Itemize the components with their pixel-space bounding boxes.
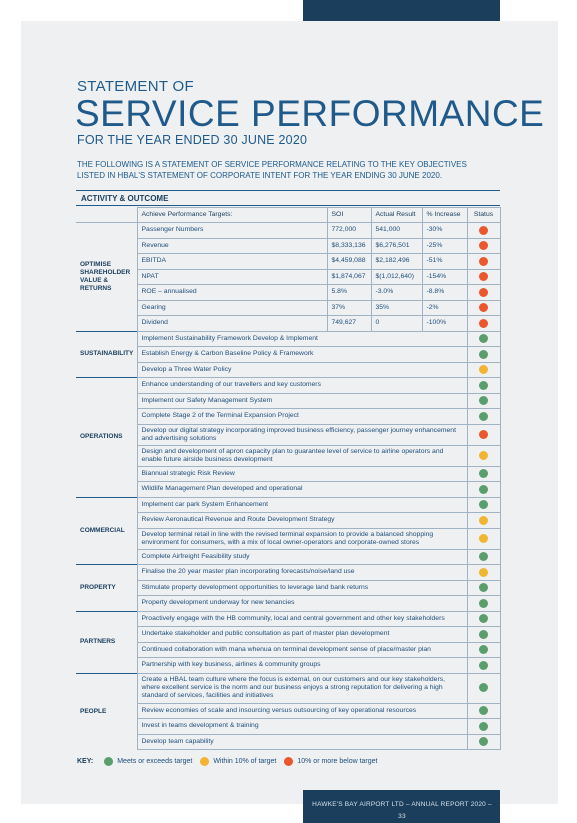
cell-increase: -100% — [422, 316, 467, 332]
cell-target: ROE – annualised — [137, 285, 327, 301]
cell-target: Revenue — [137, 238, 327, 254]
status-cell — [467, 362, 500, 378]
status-cell — [467, 549, 500, 565]
cell-target: Property development underway for new tenancies — [137, 596, 467, 612]
cell-increase: -154% — [422, 269, 467, 285]
cell-actual: 0 — [371, 316, 422, 332]
table-row — [76, 409, 500, 425]
status-key — [77, 757, 378, 766]
table-row — [76, 482, 500, 498]
status-cell — [467, 719, 500, 735]
status-cell — [467, 393, 500, 409]
status-cell — [467, 734, 500, 750]
group-operations: OPERATIONS — [76, 378, 137, 498]
status-cell — [467, 254, 500, 270]
footer-text: HAWKE'S BAY AIRPORT LTD – ANNUAL REPORT 2020 – 33 — [312, 801, 492, 820]
status-cell — [467, 424, 500, 445]
cell-target: Design and development of apron capacity plan to guarantee level of service to airline operators and enable future airside business development — [137, 445, 467, 466]
red-dot-icon — [284, 757, 293, 766]
status-cell — [467, 580, 500, 596]
status-cell — [467, 627, 500, 643]
group-people: PEOPLE — [76, 673, 137, 750]
cell-soi: 772,000 — [327, 223, 371, 239]
table-row — [76, 362, 500, 378]
cell-increase: -30% — [422, 223, 467, 239]
key-red-text: 10% or more below target — [297, 758, 378, 765]
status-cell — [467, 513, 500, 529]
status-dot-icon — [479, 365, 488, 374]
status-dot-icon — [479, 469, 488, 478]
table-row — [76, 238, 500, 254]
status-dot-icon — [479, 568, 488, 577]
status-dot-icon — [479, 645, 488, 654]
cell-target: Develop a Three Water Policy — [137, 362, 467, 378]
yellow-dot-icon — [200, 757, 209, 766]
table-row — [76, 627, 500, 643]
status-dot-icon — [479, 350, 488, 359]
status-dot-icon — [479, 412, 488, 421]
status-cell — [467, 445, 500, 466]
cell-soi: 5.8% — [327, 285, 371, 301]
group-commercial: COMMERCIAL — [76, 497, 137, 565]
table-row — [76, 223, 500, 239]
cell-actual: $2,182,496 — [371, 254, 422, 270]
cell-increase: -2% — [422, 300, 467, 316]
table-row — [76, 378, 500, 394]
cell-target: Enhance understanding of our travellers and key customers — [137, 378, 467, 394]
status-dot-icon — [479, 683, 488, 692]
page-title: SERVICE PERFORMANCE — [75, 93, 545, 134]
col-soi: SOI — [327, 208, 371, 223]
status-cell — [467, 466, 500, 482]
status-dot-icon — [479, 534, 488, 543]
table-row — [76, 549, 500, 565]
cell-target: Review Aeronautical Revenue and Route Development Strategy — [137, 513, 467, 529]
table-row — [76, 424, 500, 445]
table-row — [76, 734, 500, 750]
status-dot-icon — [479, 226, 488, 235]
status-dot-icon — [479, 396, 488, 405]
key-green-text: Meets or exceeds target — [117, 758, 193, 765]
cell-actual: $6,276,501 — [371, 238, 422, 254]
table-header-row — [76, 208, 500, 223]
status-cell — [467, 482, 500, 498]
status-cell — [467, 285, 500, 301]
table-row — [76, 466, 500, 482]
cell-target: Complete Airfreight Feasibility study — [137, 549, 467, 565]
status-cell — [467, 378, 500, 394]
title-subline: FOR THE YEAR ENDED 30 JUNE 2020 — [77, 133, 308, 147]
cell-soi: $1,874,067 — [327, 269, 371, 285]
table-row — [76, 513, 500, 529]
status-dot-icon — [479, 288, 488, 297]
green-dot-icon — [104, 757, 113, 766]
table-row — [76, 658, 500, 674]
status-dot-icon — [479, 485, 488, 494]
col-actual: Actual Result — [371, 208, 422, 223]
cell-target: Create a HBAL team culture where the focus is external, on our customers and our key stakeholders, where excellent service is the norm and our business enjoys a strong reputation for delivering a high standard of services, facilities and initiatives — [137, 673, 467, 703]
table-row — [76, 642, 500, 658]
group-sustainability: SUSTAINABILITY — [76, 331, 137, 378]
status-cell — [467, 409, 500, 425]
status-dot-icon — [479, 630, 488, 639]
intro-text: THE FOLLOWING IS A STATEMENT OF SERVICE PERFORMANCE RELATING TO THE KEY OBJECTIVES LISTED IN HBAL'S STATEMENT OF CORPORATE INTENT FOR THE YEAR ENDING 30 JUNE 2020. — [77, 160, 467, 180]
cell-target: Gearing — [137, 300, 327, 316]
cell-actual: -3.0% — [371, 285, 422, 301]
status-dot-icon — [479, 706, 488, 715]
status-dot-icon — [479, 599, 488, 608]
status-dot-icon — [479, 241, 488, 250]
status-cell — [467, 703, 500, 719]
cell-target: EBITDA — [137, 254, 327, 270]
status-dot-icon — [479, 722, 488, 731]
cell-target: Implement our Safety Management System — [137, 393, 467, 409]
cell-actual: $(1,012,640) — [371, 269, 422, 285]
status-dot-icon — [479, 451, 488, 460]
cell-target: Invest in teams development & training — [137, 719, 467, 735]
status-dot-icon — [479, 430, 488, 439]
table-row — [76, 673, 500, 703]
table-row — [76, 580, 500, 596]
status-cell — [467, 238, 500, 254]
table-row — [76, 596, 500, 612]
group-partners: PARTNERS — [76, 611, 137, 673]
group-property: PROPERTY — [76, 565, 137, 612]
section-header — [76, 190, 500, 206]
cell-soi: 37% — [327, 300, 371, 316]
table-row — [76, 528, 500, 549]
status-dot-icon — [479, 500, 488, 509]
status-cell — [467, 497, 500, 513]
cell-target: Partnership with key business, airlines & community groups — [137, 658, 467, 674]
table-row — [76, 497, 500, 513]
cell-target: NPAT — [137, 269, 327, 285]
group-optimise: OPTIMISE SHAREHOLDER VALUE & RETURNS — [76, 223, 137, 332]
cell-increase: -8.8% — [422, 285, 467, 301]
col-target: Achieve Performance Targets: — [137, 208, 327, 223]
table-row — [76, 611, 500, 627]
cell-target: Develop our digital strategy incorporating improved business efficiency, passenger journey enhancement and advertising solutions — [137, 424, 467, 445]
col-increase: % Increase — [422, 208, 467, 223]
cell-target: Continued collaboration with mana whenua on terminal development sense of place/master plan — [137, 642, 467, 658]
table-row — [76, 331, 500, 347]
table-row — [76, 285, 500, 301]
status-cell — [467, 642, 500, 658]
table-row — [76, 316, 500, 332]
status-dot-icon — [479, 552, 488, 561]
table-row — [76, 565, 500, 581]
cell-target: Dividend — [137, 316, 327, 332]
status-cell — [467, 611, 500, 627]
status-cell — [467, 223, 500, 239]
cell-target: Review economies of scale and insourcing versus outsourcing of key operational resources — [137, 703, 467, 719]
cell-target: Undertake stakeholder and public consultation as part of master plan development — [137, 627, 467, 643]
cell-target: Complete Stage 2 of the Terminal Expansion Project — [137, 409, 467, 425]
status-dot-icon — [479, 303, 488, 312]
status-dot-icon — [479, 334, 488, 343]
cell-increase: -25% — [422, 238, 467, 254]
status-cell — [467, 528, 500, 549]
status-cell — [467, 658, 500, 674]
cell-actual: 541,000 — [371, 223, 422, 239]
cell-increase: -51% — [422, 254, 467, 270]
cell-target: Finalise the 20 year master plan incorporating forecasts/noise/land use — [137, 565, 467, 581]
status-cell — [467, 596, 500, 612]
cell-target: Passenger Numbers — [137, 223, 327, 239]
status-cell — [467, 565, 500, 581]
status-dot-icon — [479, 614, 488, 623]
table-row — [76, 269, 500, 285]
cell-actual: 35% — [371, 300, 422, 316]
status-dot-icon — [479, 319, 488, 328]
status-cell — [467, 673, 500, 703]
table-row — [76, 393, 500, 409]
status-cell — [467, 316, 500, 332]
cell-target: Proactively engage with the HB community, local and central government and other key stakeholders — [137, 611, 467, 627]
title-line-1: STATEMENT OF — [77, 78, 194, 95]
status-dot-icon — [479, 661, 488, 670]
status-cell — [467, 347, 500, 363]
cell-target: Biannual strategic Risk Review — [137, 466, 467, 482]
performance-table — [76, 207, 501, 750]
table-row — [76, 254, 500, 270]
status-cell — [467, 331, 500, 347]
cell-target: Implement car park System Enhancement — [137, 497, 467, 513]
status-dot-icon — [479, 257, 488, 266]
status-dot-icon — [479, 583, 488, 592]
cell-target: Establish Energy & Carbon Baseline Policy & Framework — [137, 347, 467, 363]
table-row — [76, 445, 500, 466]
cell-target: Implement Sustainability Framework Develop & Implement — [137, 331, 467, 347]
section-title: ACTIVITY & OUTCOME — [81, 194, 169, 203]
status-dot-icon — [479, 737, 488, 746]
status-dot-icon — [479, 381, 488, 390]
key-label: KEY: — [77, 758, 94, 765]
table-row — [76, 347, 500, 363]
cell-soi: 749,627 — [327, 316, 371, 332]
table-row — [76, 300, 500, 316]
status-dot-icon — [479, 516, 488, 525]
status-cell — [467, 300, 500, 316]
key-yellow-text: Within 10% of target — [213, 758, 277, 765]
cell-soi: $4,459,088 — [327, 254, 371, 270]
cell-target: Stimulate property development opportunities to leverage land bank returns — [137, 580, 467, 596]
cell-target: Develop team capability — [137, 734, 467, 750]
status-dot-icon — [479, 272, 488, 281]
col-status: Status — [467, 208, 500, 223]
table-row — [76, 703, 500, 719]
status-cell — [467, 269, 500, 285]
table-row — [76, 719, 500, 735]
cell-soi: $8,333,136 — [327, 238, 371, 254]
cell-target: Wildlife Management Plan developed and operational — [137, 482, 467, 498]
cell-target: Develop terminal retail in line with the revised terminal expansion to provide a balanced shopping environment for consumers, with a mix of local owner-operators and corporate-owned stores — [137, 528, 467, 549]
